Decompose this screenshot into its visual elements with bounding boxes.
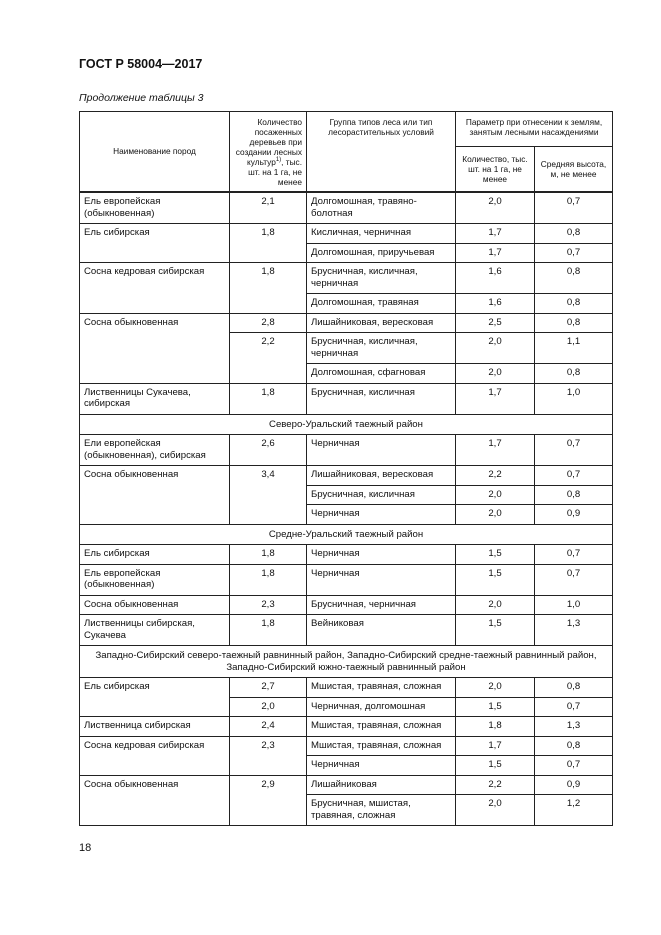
planting-quantity-cell: 2,9 [230,775,307,826]
table-row [80,736,613,756]
header-param-height: Средняя высота, м, не менее [535,147,613,192]
table-row [80,263,613,294]
param-quantity-cell: 2,0 [456,485,535,505]
param-height-cell: 0,9 [535,775,613,795]
param-quantity-cell: 1,5 [456,697,535,717]
planting-quantity-cell: 2,1 [230,192,307,224]
section-title: Западно-Сибирский северо-таежный равнинный район, Западно-Сибирский средне-таежный равнинный район, Западно-Сибирский южно-таежный равнинный район [80,646,613,678]
table-row [80,435,613,466]
forest-type-cell: Брусничная, мшистая, травяная, сложная [307,795,456,826]
param-quantity-cell: 2,2 [456,775,535,795]
footnote-ref: 1) [275,157,282,164]
param-quantity-cell: 1,5 [456,615,535,646]
forest-type-cell: Лишайниковая [307,775,456,795]
param-quantity-cell: 1,7 [456,383,535,414]
param-height-cell: 0,7 [535,564,613,595]
param-height-cell: 1,0 [535,383,613,414]
param-height-cell: 0,7 [535,466,613,486]
species-cell: Ели европейская (обыкновенная), сибирская [80,435,230,466]
param-height-cell: 1,3 [535,615,613,646]
forest-type-cell: Брусничная, кисличная, черничная [307,263,456,294]
param-quantity-cell: 1,5 [456,545,535,565]
species-cell: Ель сибирская [80,224,230,263]
table-row [80,383,613,414]
param-quantity-cell: 2,0 [456,333,535,364]
header-quantity-unit: , тыс. шт. на 1 га, не менее [248,157,302,187]
param-quantity-cell: 2,0 [456,505,535,525]
planting-quantity-cell: 1,8 [230,224,307,263]
forest-type-cell: Черничная [307,564,456,595]
param-height-cell: 0,7 [535,545,613,565]
planting-quantity-cell: 2,7 [230,678,307,698]
species-cell: Лиственницы сибирская, Сукачева [80,615,230,646]
header-name: Наименование пород [80,112,230,193]
param-quantity-cell: 1,7 [456,224,535,244]
forest-type-cell: Мшистая, травяная, сложная [307,678,456,698]
table-header [80,112,613,193]
param-height-cell: 1,1 [535,333,613,364]
param-quantity-cell: 1,7 [456,736,535,756]
table-row [80,192,613,224]
forest-type-cell: Черничная [307,435,456,466]
table-caption: Продолжение таблицы 3 [79,92,204,104]
param-quantity-cell: 1,7 [456,435,535,466]
forest-type-cell: Брусничная, кисличная [307,485,456,505]
species-cell: Ель сибирская [80,545,230,565]
planting-quantity-cell: 2,3 [230,595,307,615]
species-cell: Ель европейская (обыкновенная) [80,192,230,224]
param-quantity-cell: 2,5 [456,313,535,333]
param-quantity-cell: 2,0 [456,795,535,826]
param-quantity-cell: 1,5 [456,564,535,595]
planting-quantity-cell: 3,4 [230,466,307,525]
planting-quantity-cell: 1,8 [230,263,307,314]
param-quantity-cell: 2,0 [456,192,535,224]
param-height-cell: 0,8 [535,485,613,505]
table-row [80,224,613,244]
param-height-cell: 0,8 [535,736,613,756]
header-quantity-main: Количество посаженных деревьев при создании лесных культур [235,117,302,167]
param-height-cell: 0,8 [535,313,613,333]
param-height-cell: 0,7 [535,697,613,717]
forest-type-cell: Черничная [307,505,456,525]
table-row [80,564,613,595]
section-row [80,524,613,545]
species-cell: Лиственницы Сукачева, сибирская [80,383,230,414]
param-height-cell: 0,9 [535,505,613,525]
param-height-cell: 0,7 [535,243,613,263]
planting-quantity-cell: 2,4 [230,717,307,737]
species-cell: Ель европейская (обыкновенная) [80,564,230,595]
param-quantity-cell: 2,0 [456,595,535,615]
planting-quantity-cell: 2,8 [230,313,307,333]
table-row [80,545,613,565]
param-quantity-cell: 2,0 [456,678,535,698]
planting-quantity-cell: 1,8 [230,383,307,414]
forest-table [79,111,613,826]
forest-type-cell: Кисличная, черничная [307,224,456,244]
planting-quantity-cell: 1,8 [230,615,307,646]
header-param-qty: Количество, тыс. шт. на 1 га, не менее [456,147,535,192]
planting-quantity-cell: 2,6 [230,435,307,466]
species-cell: Сосна обыкновенная [80,775,230,826]
planting-quantity-cell: 2,0 [230,697,307,717]
species-cell: Сосна кедровая сибирская [80,736,230,775]
planting-quantity-cell: 1,8 [230,545,307,565]
forest-type-cell: Вейниковая [307,615,456,646]
forest-type-cell: Черничная [307,545,456,565]
species-cell: Сосна обыкновенная [80,313,230,383]
forest-type-cell: Мшистая, травяная, сложная [307,736,456,756]
param-height-cell: 0,8 [535,364,613,384]
forest-type-cell: Брусничная, кисличная [307,383,456,414]
forest-type-cell: Лишайниковая, вересковая [307,466,456,486]
forest-type-cell: Долгомошная, сфагновая [307,364,456,384]
species-cell: Ель сибирская [80,678,230,717]
table-row [80,678,613,698]
forest-type-cell: Брусничная, черничная [307,595,456,615]
param-height-cell: 0,7 [535,435,613,466]
species-cell: Сосна обыкновенная [80,466,230,525]
section-title: Северо-Уральский таежный район [80,414,613,435]
param-height-cell: 0,8 [535,263,613,294]
param-quantity-cell: 2,0 [456,364,535,384]
param-height-cell: 0,8 [535,224,613,244]
table-row [80,615,613,646]
forest-type-cell: Долгомошная, травяно-болотная [307,192,456,224]
species-cell: Лиственница сибирская [80,717,230,737]
header-param: Параметр при отнесении к землям, занятым лесными насаждениями [456,112,613,147]
document-title: ГОСТ Р 58004—2017 [79,57,203,71]
param-quantity-cell: 1,8 [456,717,535,737]
table-row [80,466,613,486]
param-height-cell: 1,3 [535,717,613,737]
table-row [80,595,613,615]
page-number: 18 [79,842,92,854]
planting-quantity-cell: 2,3 [230,736,307,775]
header-quantity [230,112,307,193]
forest-type-cell: Лишайниковая, вересковая [307,313,456,333]
planting-quantity-cell: 1,8 [230,564,307,595]
forest-type-cell: Брусничная, кисличная, черничная [307,333,456,364]
param-height-cell: 0,8 [535,678,613,698]
table-row [80,717,613,737]
param-height-cell: 0,7 [535,192,613,224]
section-row [80,646,613,678]
forest-type-cell: Мшистая, травяная, сложная [307,717,456,737]
forest-type-cell: Черничная, долгомошная [307,697,456,717]
param-height-cell: 1,2 [535,795,613,826]
param-quantity-cell: 1,5 [456,756,535,776]
param-quantity-cell: 1,6 [456,294,535,314]
param-quantity-cell: 1,7 [456,243,535,263]
table-row [80,313,613,333]
forest-type-cell: Долгомошная, травяная [307,294,456,314]
species-cell: Сосна кедровая сибирская [80,263,230,314]
forest-type-cell: Черничная [307,756,456,776]
section-title: Средне-Уральский таежный район [80,524,613,545]
table-body [80,192,613,826]
species-cell: Сосна обыкновенная [80,595,230,615]
param-height-cell: 0,8 [535,294,613,314]
section-row [80,414,613,435]
param-height-cell: 0,7 [535,756,613,776]
planting-quantity-cell: 2,2 [230,333,307,384]
param-quantity-cell: 2,2 [456,466,535,486]
header-group: Группа типов леса или тип лесорастительных условий [307,112,456,193]
table-row [80,775,613,795]
param-height-cell: 1,0 [535,595,613,615]
param-quantity-cell: 1,6 [456,263,535,294]
forest-type-cell: Долгомошная, приручьевая [307,243,456,263]
